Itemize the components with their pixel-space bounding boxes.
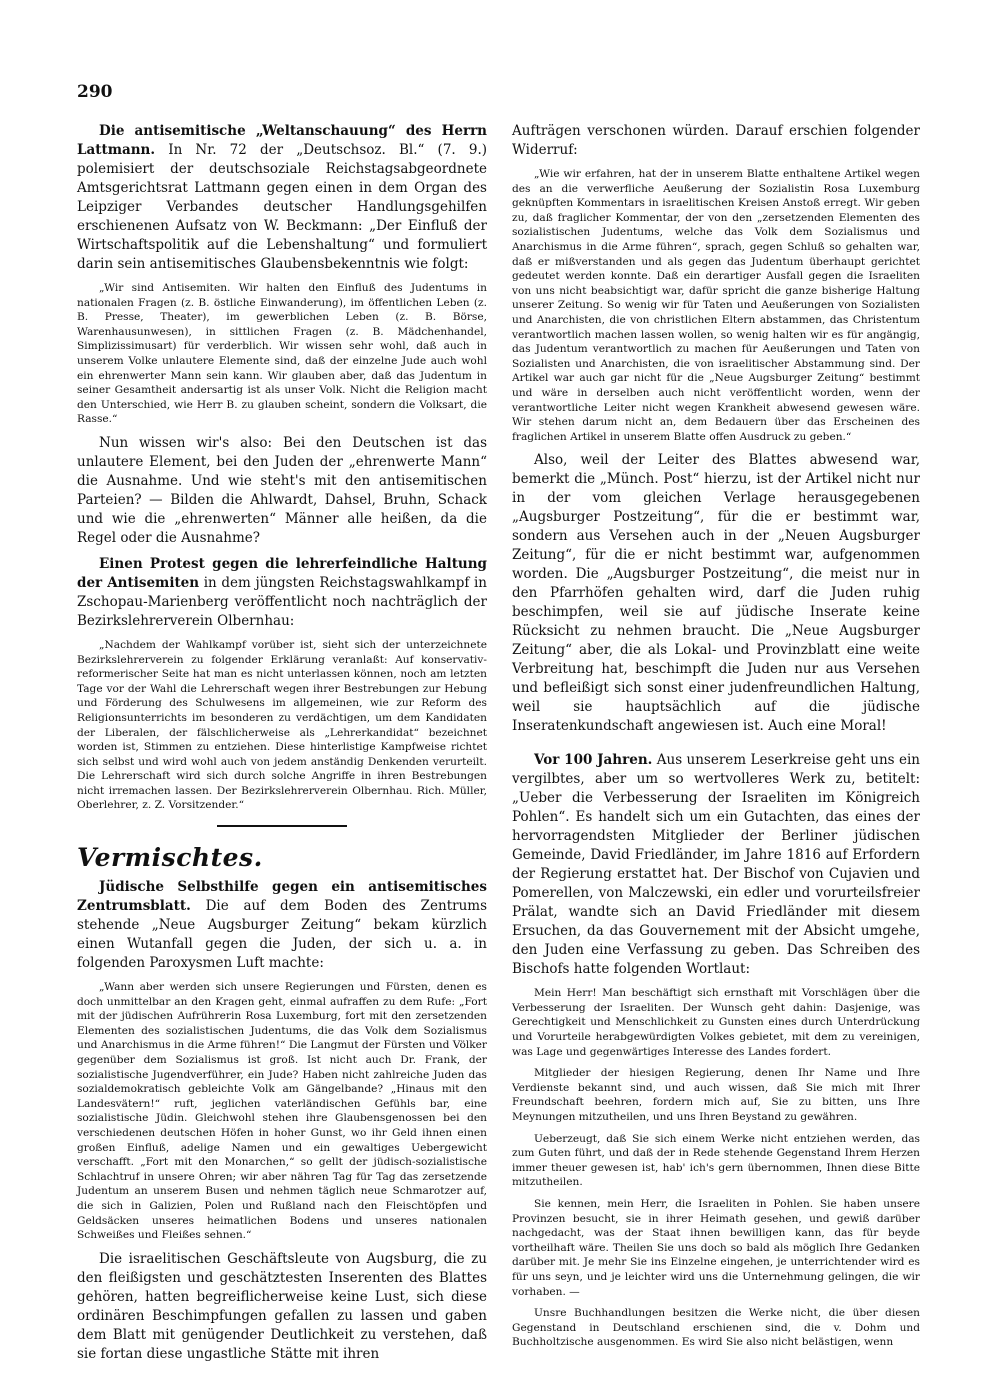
letter-paragraph: Ueberzeugt, daß Sie sich einem Werke nicht entziehen werden, das zum Guten führt, und daß der in Rede stehende Gegenstand Ihrem Herzen immer theuer gewesen ist, hab' ich's gern übernommen, Ihnen diese Bitte mitzutheilen. [512,1132,920,1189]
commentary-text: Also, weil der Leiter des Blattes abwesend war, bemerkt die „Münch. Post“ hierzu, ist der Artikel nicht nur in der vom gleichen Verlage herausgegebenen „Augsburger Postzeitung“, für die er bestimmt war, sondern aus Versehen auch in der „Neuen Augsburger Zeitung“, für die er nicht bestimmt war, aufgenommen worden. Die „Augsburger Postzeitung“, die meist nur in den Pfarrhöfen gehalten wird, darf die Juden ruhig beschimpfen, weil sie auf jüdische Inserate keine Rücksicht zu nehmen braucht. Die „Neue Augsburger Zeitung“ aber, die als Lokal- und Provinzblatt eine weite Verbreitung hat, beschimpft die Juden nur aus Versehen und befleißigt sich sonst einer judenfreundlichen Haltung, weil sie hauptsächlich auf die jüdische Inseratenkundschaft angewiesen ist. Auch eine Moral! [512,452,920,735]
article-selbsthilfe [77,878,487,973]
quote-widerruf: „Wie wir erfahren, hat der in unserem Blatte enthaltene Artikel wegen des an die verwerfliche Aeußerung der Sozialistin Rosa Luxemburg geknüpften Kommentars in israelitischen Kreisen Anstoß erregt. Wir geben zu, daß fraglicher Kommentar, der von den „zersetzenden Elementen des sozialistischen Judentums, welche das Volk dem Sozialismus und Anarchismus in die Arme führen“, sprach, gegen Schluß so gehalten war, daß er mißverstanden und als gegen das Judentum überhaupt gerichtet gedeutet werden konnte. Daß ein derartiger Ausfall gegen die Israeliten von uns nicht beabsichtigt war, dafür spricht die ganze bisherige Haltung unserer Zeitung. So wenig wir für Taten und Aeußerungen von Sozialisten und Anarchisten, die von christlichen Eltern abstammen, das Christentum verantwortlich machen lassen wollen, so wenig halten wir es für angängig, das Judentum verantwortlich zu machen für Aeußerungen und Taten von Sozialisten und Anarchisten, die von israelitischer Abstammung sind. Der Artikel war auch gar nicht für die „Neue Augsburger Zeitung“ bestimmt und wäre in derselben auch nicht veröffentlicht worden, wenn der verantwortliche Leiter nicht wegen Krankheit abwesend gewesen wäre. Wir stehen darum nicht an, dem Bedauern über das Erscheinen des fraglichen Artikel in unserem Blatte offen Ausdruck zu geben.“ [512,168,920,443]
article-vor-100-jahren [512,751,920,979]
quote-lehrerverein: „Nachdem der Wahlkampf vorüber ist, sieht sich der unterzeichnete Bezirkslehrerverein zu folgender Erklärung veranlaßt: Auf konservativ-reformerischer Seite hat man es nicht unterlassen können, noch am letzten Tage vor der Wahl die Lehrerschaft wegen ihrer Bestrebungen zur Hebung und Förderung des Schulwesens im allgemeinen, wie zur Reform des Religionsunterrichts im besonderen zu verdächtigen, um dem Kandidaten der Liberalen, der fälschlicherweise als „Lehrerkandidat“ bezeichnet worden ist, Stimmen zu entziehen. Diese hinterlistige Kampfweise richtet sich selbst und wird wohl auch von jedem anständig Denkenden verurteilt. Die Lehrerschaft wird sich durch solche Angriffe in ihren Bestrebungen nicht irremachen lassen. Der Bezirkslehrerverein Olbernhau. Rich. Müller, Oberlehrer, z. Z. Vorsitzender.“ [77,638,487,812]
page-number: 290 [77,82,113,102]
section-heading: Vermischtes. [77,843,263,873]
article-protest [77,555,487,631]
article-text: Aus unserem Leserkreise geht uns ein vergilbtes, aber um so wertvolleres Werk zu, betitelt: „Ueber die Verbesserung der Israeliten im Königreich Pohlen“. Es handelt sich um ein Gutachten, das eines der hervorragendsten Mitglieder der Berliner jüdischen Gemeinde, David Friedländer, im Jahre 1816 auf Erfordern der Regierung erstattet hat. Der Bischof von Cujavien und Pomerellen, von Malczewski, ein edler und vorurteilsfreier Prälat, wandte sich an David Friedländer mit diesem Ersuchen, da das Gouvernement mit der Absicht umgehe, den Juden eine Verfassung zu geben. Das Schreiben des Bischofs hatte folgenden Wortlaut: [512,752,920,978]
article-continuation: Aufträgen verschonen würden. Darauf erschien folgender Widerruf: [512,123,920,158]
article-weltanschauung [77,122,487,274]
right-column [512,122,920,1357]
article-text: Die auf dem Boden des Zentrums stehende „Neue Augsburger Zeitung“ bekam kürzlich einen Wutanfall gegen die Juden, der sich u. a. in folgenden Paroxysmen Luft machte: [77,898,487,972]
quote-lattmann: „Wir sind Antisemiten. Wir halten den Einfluß des Judentums in nationalen Fragen (z. B. östliche Einwanderung), im öffentlichen Leben (z. B. Presse, Theater), im gewerblichen Leben (z. B. Börse, Warenhausunwesen), in sittlichen Fragen (z. B. Mädchenhandel, Simplizissimusart) für verderblich. Wir wissen sehr wohl, daß auch in unserem Volke unlautere Elemente sind, daß der einzelne Jude auch wohl ein ehrenwerter Mann sein kann. Wir glauben aber, daß das Judentum in seiner Gesamtheit andersartig ist als unser Volk. Nicht die Religion macht den Unterschied, wie Herr B. zu glauben scheint, sondern die Volksart, die Rasse.“ [77,282,487,426]
letter-paragraph: Unsre Buchhandlungen besitzen die Werke nicht, die über diesen Gegenstand in Deutschland erschienen sind, die v. Dohm und Buchholtzische ausgenommen. Es wird Sie also nicht belästigen, wenn [512,1307,920,1349]
spacer [512,743,920,751]
letter-paragraph: Mein Herr! Man beschäftigt sich ernsthaft mit Vorschlägen über die Verbesserung der Israeliten. Der Wunsch geht dahin: Dasjenige, was Gerechtigkeit und Menschlichkeit zu Gunsten eines durch Unterdrückung und Vorurteile herabgewürdigten Volkes gebietet, mit dem zu vereinigen, was Lage und gegenwärtiges Interesse des Landes fordert. [512,987,920,1058]
letter-paragraph: Sie kennen, mein Herr, die Israeliten in Pohlen. Sie haben unsere Provinzen besucht, sie in ihrer Heimath gesehen, und gewiß darüber nachgedacht, was der Staat ihnen bewilligen kann, das für beyde vortheilhaft wäre. Theilen Sie uns doch so bald als möglich Ihre Gedanken darüber mit. Je mehr Sie ins Einzelne eingehen, je unterrichtender wird es für uns seyn, und je leichter wird uns die Unternehmung gelingen, die wir vorhaben. — [512,1198,920,1298]
article-headline: Die antisemitische „Weltanschauung“ des Herrn Lattmann. [77,123,487,158]
article-headline: Jüdische Selbsthilfe gegen ein antisemitisches Zentrumsblatt. [77,879,487,915]
commentary-text: Die israelitischen Geschäftsleute von Augsburg, die zu den fleißigsten und geschätztesten Inserenten des Blattes gehören, hatten begreiflicherweise keine Lust, sich diese ordinären Beschimpfungen gefallen zu lassen und gaben dem Blatt mit genügender Deutlichkeit zu verstehen, daß sie fortan diese ungastliche Stätte mit ihren [77,1250,487,1362]
article-text: in dem jüngsten Reichstagswahlkampf in Zschopau-Marienberg veröffentlicht noch nachträglich der Bezirkslehrerverein Olbernhau: [77,574,487,629]
left-column [77,122,487,1371]
article-headline: Einen Protest gegen die lehrerfeindliche Haltung der Antisemiten [77,555,487,591]
section-divider [217,825,347,827]
commentary-text: Nun wissen wir's also: Bei den Deutschen ist das unlautere Element, bei den Juden der „ehrenwerte Mann“ die Ausnahme. Und wie steht's mit den antisemitischen Parteien? — Bilden die Ahlwardt, Dahsel, Bruhn, Schack und wie die „ehrenwerten“ Männer alle heißen, da die Regel oder die Ausnahme? [77,434,487,546]
article-text: In Nr. 72 der „Deutschsoz. Bl.“ (7. 9.) polemisiert der deutschsoziale Reichstagsabgeordnete Amtsgerichtsrat Lattmann gegen einen in dem Organ des Leipziger Verbandes deutscher Handlungsgehilfen erschienenen Aufsatz von W. Beckmann: „Der Einfluß der Wirtschaftspolitik auf die Lebenshaltung“ und formuliert darin sein antisemitisches Glaubensbekenntnis wie folgt: [77,142,488,272]
quote-augsburger-zeitung: „Wann aber werden sich unsere Regierungen und Fürsten, denen es doch unmittelbar an den Kragen geht, einmal aufraffen zu dem Rufe: „Fort mit der jüdischen Aufrührerin Rosa Luxemburg, fort mit den zersetzenden Elementen des sozialistischen Judentums, die das Volk dem Sozialismus und Anarchismus in die Arme führen!“ Die Langmut der Fürsten und Völker gegenüber dem Sozialismus ist groß. Ist nicht auch Dr. Frank, der sozialistische Jugendverführer, ein Jude? Haben nicht zahlreiche Juden das sozialdemokratisch gebleichte Volk am Gängelbande? „Hinaus mit den Landesvätern!“ ruft, jeglichen vaterländischen Gefühls bar, eine sozialistische Jüdin. Gleichwohl stehen ihre Glaubensgenossen bei den verschiedenen deutschen Höfen in hoher Gunst, wo ihr Geld ihnen einen großen Einfluß, adelige Namen und ein gewaltiges Uebergewicht verschafft. „Fort mit den Monarchen,“ so gellt der jüdisch-sozialistische Schlachtruf in unsere Ohren; wir aber nähren Tag für Tag das zersetzende Judentum an unserem Busen und nehmen täglich neue Schmarotzer auf, die sich in Galizien, Polen und Rußland nach den Fleischtöpfen und Geldsäcken unseres heimatlichen Bodens und unseres nationalen Schweißes und Fleißes sehnen.“ [77,981,487,1242]
article-headline: Vor 100 Jahren. [534,752,653,769]
letter-paragraph: Mitglieder der hiesigen Regierung, denen Ihr Name und Ihre Verdienste bekannt sind, und auch wissen, daß Sie mich mit Ihrer Freundschaft beehren, fordern mich auf, Sie zu bitten, uns Ihre Meynungen mitzutheilen, und uns Ihren Beystand zu gewähren. [512,1067,920,1124]
